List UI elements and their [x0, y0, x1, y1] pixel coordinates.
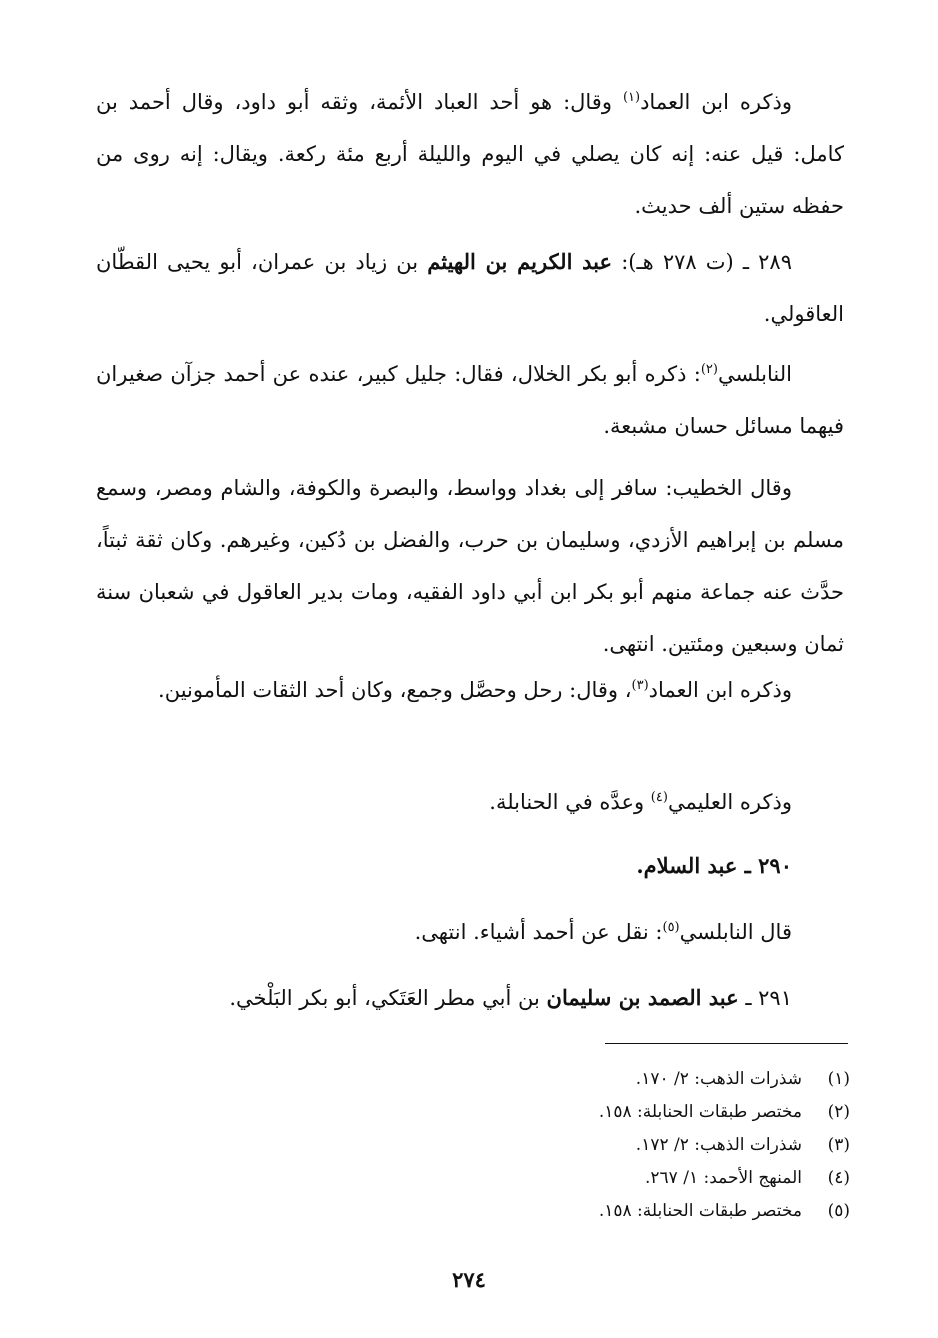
entry-289-number: ٢٨٩ ـ (ت ٢٧٨ هـ): [612, 250, 792, 274]
footnote-item [430, 1162, 850, 1195]
p5-text-b: ، وقال: رحل وحصَّل وجمع، وكان أحد الثقات المأمونين. [158, 678, 632, 702]
p1-text-b: وقال: هو أحد العباد الأئمة، وثقه أبو داود، وقال أحمد بن كامل: قيل عنه: إنه كان يصلي في اليوم والليلة أربع مئة ركعة. ويقال: إنه روى من حفظه ستين ألف حديث. [96, 90, 844, 218]
paragraph-9-entry-291 [96, 972, 844, 1024]
p6-text-b: وعدَّه في الحنابلة. [489, 790, 651, 814]
paragraph-5 [96, 664, 844, 716]
entry-289-name: عبد الكريم بن الهيثم [427, 249, 613, 274]
paragraph-4 [96, 462, 844, 670]
footnote-item [430, 1129, 850, 1162]
entry-291-rest: بن أبي مطر العَتَكي، أبو بكر البَلْخي. [229, 986, 547, 1010]
entry-289-rest: بن زياد بن عمران، أبو يحيى القطّان العاقولي. [96, 250, 844, 326]
footnote-number: (٣) [827, 1135, 850, 1155]
footnote-item [430, 1096, 850, 1129]
footnote-ref-2: (٢) [700, 362, 718, 377]
footnote-text: شذرات الذهب: ٢/ ١٧٠. [635, 1069, 802, 1089]
footnote-number: (٤) [827, 1168, 850, 1188]
p4-text: وقال الخطيب: سافر إلى بغداد وواسط، والبصرة والكوفة، والشام ومصر، وسمع مسلم بن إبراهيم الأزدي، وسليمان بن حرب، والفضل بن دُكين، وغيرهم. وكان ثقة ثبتاً، حدَّث عنه جماعة منهم أبو بكر ابن أبي داود الفقيه، ومات بدير العاقول في شعبان سنة ثمان وسبعين ومئتين. انتهى. [96, 476, 844, 656]
p3-text-b: : ذكره أبو بكر الخلال، فقال: جليل كبير، عنده عن أحمد جزآن صغيران فيهما مسائل حسان مشبعة. [96, 362, 844, 438]
paragraph-7-entry-290 [96, 840, 844, 892]
footnote-ref-4: (٤) [650, 790, 668, 805]
p1-text-a: وذكره ابن العماد [640, 90, 792, 114]
entry-290-heading: ٢٩٠ ـ عبد السلام. [636, 853, 792, 878]
footnote-ref-5: (٥) [662, 920, 680, 935]
footnote-text: شذرات الذهب: ٢/ ١٧٢. [635, 1135, 802, 1155]
p8-text-b: : نقل عن أحمد أشياء. انتهى. [414, 920, 663, 944]
paragraph-6 [96, 776, 844, 828]
paragraph-3 [96, 348, 844, 452]
p3-text-a: النابلسي [717, 362, 792, 386]
footnote-ref-1: (١) [622, 90, 641, 105]
footnotes [430, 1063, 850, 1228]
p8-text-a: قال النابلسي [679, 920, 792, 944]
footnote-text: مختصر طبقات الحنابلة: ١٥٨. [598, 1102, 802, 1122]
paragraph-2-entry-289 [96, 236, 844, 340]
footnote-number: (٢) [827, 1102, 850, 1122]
entry-291-number: ٢٩١ ـ [738, 986, 792, 1010]
p5-text-a: وذكره ابن العماد [648, 678, 792, 702]
page-number: ٢٧٤ [452, 1267, 486, 1292]
footnote-number: (١) [827, 1069, 850, 1089]
footnote-number: (٥) [827, 1201, 850, 1221]
p6-text-a: وذكره العليمي [667, 790, 792, 814]
footnote-ref-3: (٣) [631, 678, 649, 693]
footnote-item [430, 1063, 850, 1096]
footnote-text: مختصر طبقات الحنابلة: ١٥٨. [598, 1201, 802, 1221]
paragraph-1 [96, 76, 844, 232]
footnote-item [430, 1195, 850, 1228]
paragraph-8 [96, 906, 844, 958]
footnote-text: المنهج الأحمد: ١/ ٢٦٧. [645, 1168, 802, 1188]
entry-291-name: عبد الصمد بن سليمان [546, 985, 739, 1010]
footnote-separator [605, 1043, 848, 1044]
